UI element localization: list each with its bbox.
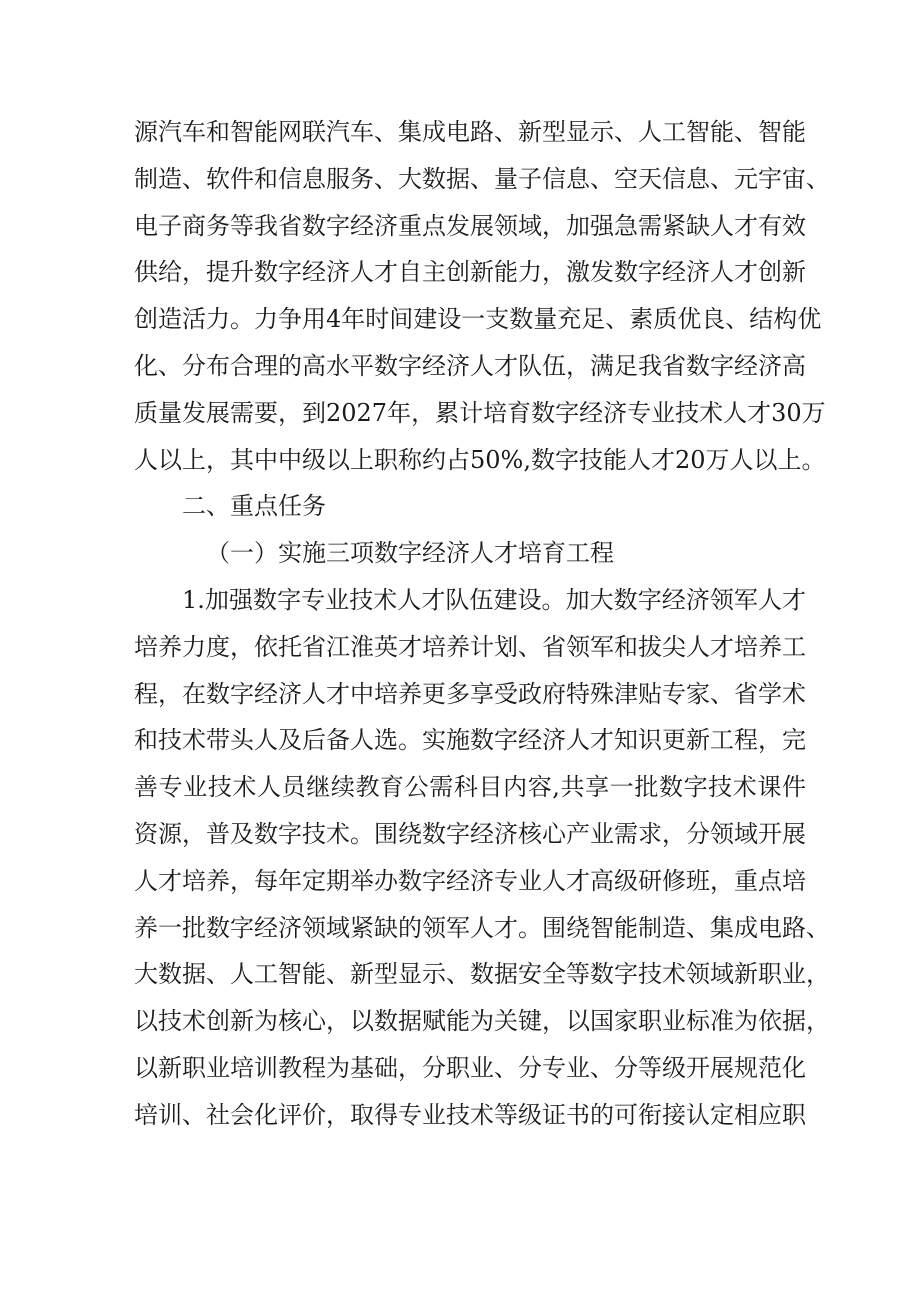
section-heading: 二、重点任务 bbox=[182, 492, 326, 521]
text-line: 1.加强数字专业技术人才队伍建设。加大数字经济领军人才 bbox=[182, 585, 806, 614]
paragraph-talent-building bbox=[134, 577, 830, 1139]
text-line: 和技术带头人及后备人选。实施数字经济人才知识更新工程，完 bbox=[134, 726, 806, 755]
text-line: 制造、软件和信息服务、大数据、量子信息、空天信息、元宇宙、 bbox=[134, 164, 830, 193]
text-line: 大数据、人工智能、新型显示、数据安全等数字技术领域新职业， bbox=[134, 960, 830, 989]
text-line: 资源，普及数字技术。围绕数字经济核心产业需求，分领域开展 bbox=[134, 819, 806, 848]
paragraph-goals bbox=[134, 109, 830, 483]
text-line: 质量发展需要，到2027年，累计培育数字经济专业技术人才30万 bbox=[134, 398, 826, 427]
subsection-heading: （一）实施三项数字经济人才培育工程 bbox=[206, 539, 614, 568]
text-line: 化、分布合理的高水平数字经济人才队伍，满足我省数字经济高 bbox=[134, 351, 806, 380]
text-line: 电子商务等我省数字经济重点发展领域，加强急需紧缺人才有效 bbox=[134, 211, 806, 240]
text-line: 供给，提升数字经济人才自主创新能力，激发数字经济人才创新 bbox=[134, 258, 806, 287]
text-line: 人才培养，每年定期举办数字经济专业人才高级研修班，重点培 bbox=[134, 866, 806, 895]
text-line: 以技术创新为核心，以数据赋能为关键，以国家职业标准为依据， bbox=[134, 1007, 830, 1036]
text-line: 善专业技术人员继续教育公需科目内容,共享一批数字技术课件 bbox=[134, 773, 806, 802]
text-line: 以新职业培训教程为基础，分职业、分专业、分等级开展规范化 bbox=[134, 1053, 806, 1082]
text-line: 养一批数字经济领域紧缺的领军人才。围绕智能制造、集成电路、 bbox=[134, 913, 830, 942]
text-line: 人以上，其中中级以上职称约占50%,数字技能人才20万人以上。 bbox=[134, 445, 826, 474]
text-line: 源汽车和智能网联汽车、集成电路、新型显示、人工智能、智能 bbox=[134, 118, 806, 146]
text-line: 创造活力。力争用4年时间建设一支数量充足、素质优良、结构优 bbox=[134, 305, 822, 334]
document-body bbox=[134, 109, 830, 1139]
text-line: 培养力度，依托省江淮英才培养计划、省领军和拔尖人才培养工 bbox=[134, 632, 806, 661]
text-line: 程，在数字经济人才中培养更多享受政府特殊津贴专家、省学术 bbox=[134, 679, 806, 708]
text-line: 培训、社会化评价，取得专业技术等级证书的可衔接认定相应职 bbox=[134, 1100, 806, 1129]
